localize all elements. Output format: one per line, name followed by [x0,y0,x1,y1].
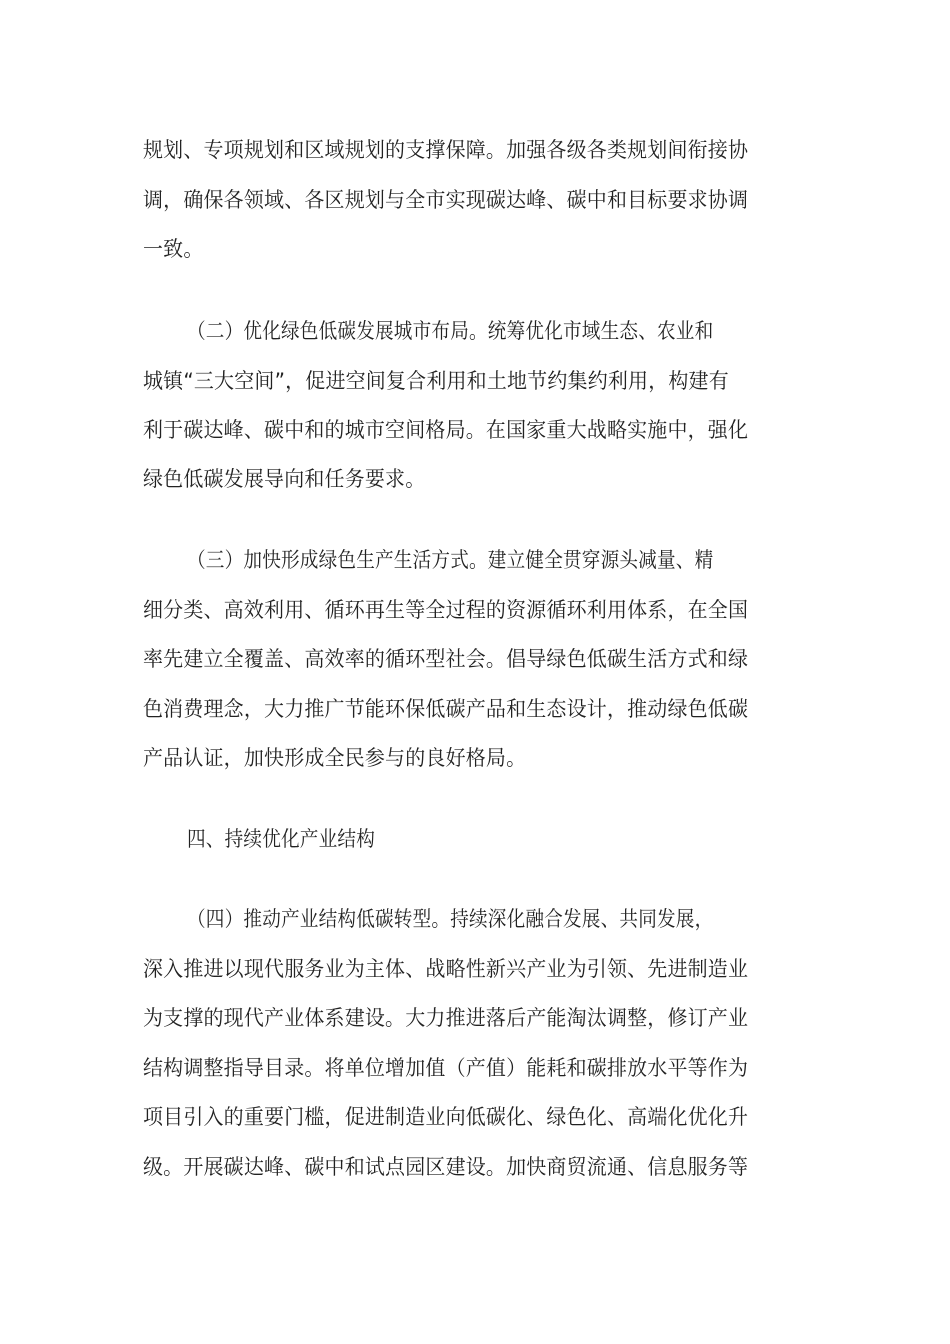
body-text-line: 色消费理念，大力推广节能环保低碳产品和生态设计，推动绿色低碳 [143,697,749,721]
section-heading: 四、持续优化产业结构 [187,827,376,851]
paragraph-first-line: （三）加快形成绿色生产生活方式。建立健全贯穿源头减量、精 [187,548,714,572]
body-text-line: 规划、专项规划和区域规划的支撑保障。加强各级各类规划间衔接协 [143,138,749,162]
body-text-line: 级。开展碳达峰、碳中和试点园区建设。加快商贸流通、信息服务等 [143,1155,749,1179]
body-text-line: 绿色低碳发展导向和任务要求。 [143,467,426,491]
body-text-line: 细分类、高效利用、循环再生等全过程的资源循环利用体系，在全国 [143,598,749,622]
body-text-line: 项目引入的重要门槛，促进制造业向低碳化、绿色化、高端化优化升 [143,1105,749,1129]
paragraph-first-line: （四）推动产业结构低碳转型。持续深化融合发展、共同发展， [187,907,714,931]
body-text-line: 城镇“三大空间”，促进空间复合利用和土地节约集约利用，构建有 [143,369,729,393]
body-text-line: 一致。 [143,237,204,261]
body-text-line: 调，确保各领域、各区规划与全市实现碳达峰、碳中和目标要求协调 [143,188,749,212]
body-text-line: 为支撑的现代产业体系建设。大力推进落后产能淘汰调整，修订产业 [143,1006,749,1030]
body-text-line: 产品认证，加快形成全民参与的良好格局。 [143,746,527,770]
body-text-line: 利于碳达峰、碳中和的城市空间格局。在国家重大战略实施中，强化 [143,418,749,442]
paragraph-first-line: （二）优化绿色低碳发展城市布局。统筹优化市域生态、农业和 [187,319,714,343]
body-text-line: 率先建立全覆盖、高效率的循环型社会。倡导绿色低碳生活方式和绿 [143,647,749,671]
body-text-line: 结构调整指导目录。将单位增加值（产值）能耗和碳排放水平等作为 [143,1056,749,1080]
body-text-line: 深入推进以现代服务业为主体、战略性新兴产业为引领、先进制造业 [143,957,749,981]
